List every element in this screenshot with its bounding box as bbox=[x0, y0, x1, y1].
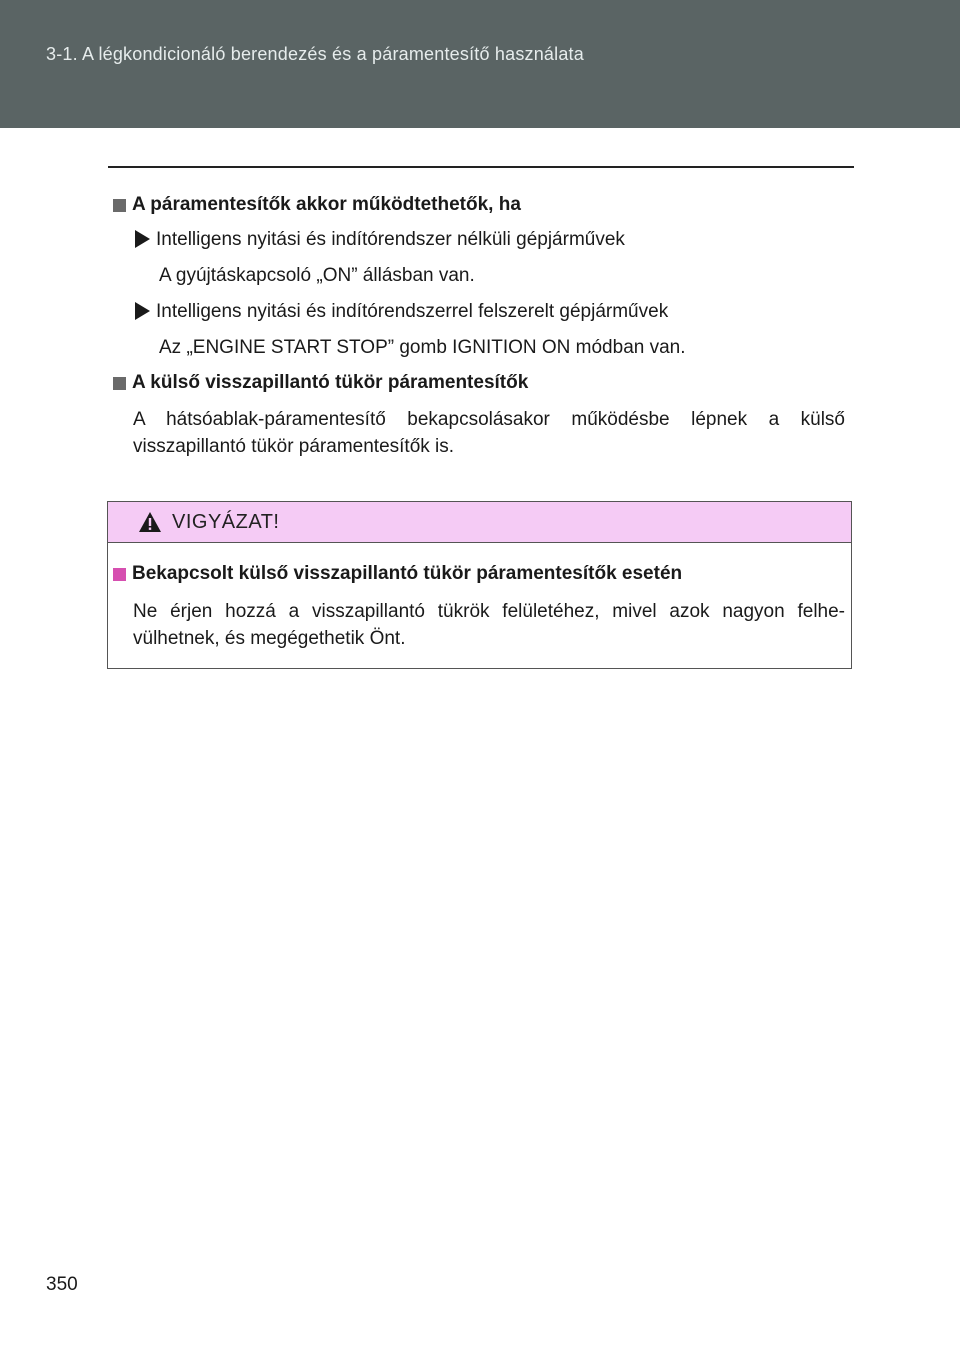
item-text: A gyújtáskapcsoló „ON” állásban van. bbox=[159, 265, 475, 286]
section-heading-text: A külső visszapillantó tükör páramentesítők bbox=[132, 372, 529, 393]
warning-icon bbox=[138, 511, 162, 533]
page-number: 350 bbox=[46, 1274, 78, 1295]
item-label bbox=[135, 229, 625, 251]
square-bullet-icon bbox=[113, 199, 126, 212]
triangle-bullet-icon bbox=[135, 302, 150, 320]
divider bbox=[108, 166, 854, 168]
chapter-title: 3-1. A légkondicionáló berendezés és a páramentesítő használata bbox=[46, 44, 584, 64]
square-bullet-icon bbox=[113, 568, 126, 581]
section-heading bbox=[113, 194, 521, 216]
section-paragraph: A hátsóablak-páramentesítő bekapcsolásakor működésbe lépnek a külső visszapillantó tükör páramentesítők is. bbox=[133, 409, 845, 457]
section-heading-text: A páramentesítők akkor működtethetők, ha bbox=[132, 194, 521, 215]
caution-paragraph: Ne érjen hozzá a visszapillantó tükrök felületéhez, mivel azok nagyon felhe- vülhetnek, és megégethetik Önt. bbox=[133, 601, 845, 649]
caution-header bbox=[108, 502, 851, 543]
caution-box bbox=[107, 501, 852, 669]
section-heading bbox=[113, 372, 528, 394]
caution-heading-text: Bekapcsolt külső visszapillantó tükör páramentesítők esetén bbox=[132, 563, 683, 584]
caution-title: VIGYÁZAT! bbox=[172, 510, 280, 533]
item-text: Az „ENGINE START STOP” gomb IGNITION ON módban van. bbox=[159, 337, 686, 358]
caution-heading bbox=[113, 563, 682, 585]
item-label bbox=[135, 301, 668, 323]
item-label-text: Intelligens nyitási és indítórendszerrel felszerelt gépjárművek bbox=[156, 301, 669, 322]
item-label-text: Intelligens nyitási és indítórendszer nélküli gépjárművek bbox=[156, 229, 625, 250]
triangle-bullet-icon bbox=[135, 230, 150, 248]
square-bullet-icon bbox=[113, 377, 126, 390]
page-header bbox=[0, 0, 960, 128]
